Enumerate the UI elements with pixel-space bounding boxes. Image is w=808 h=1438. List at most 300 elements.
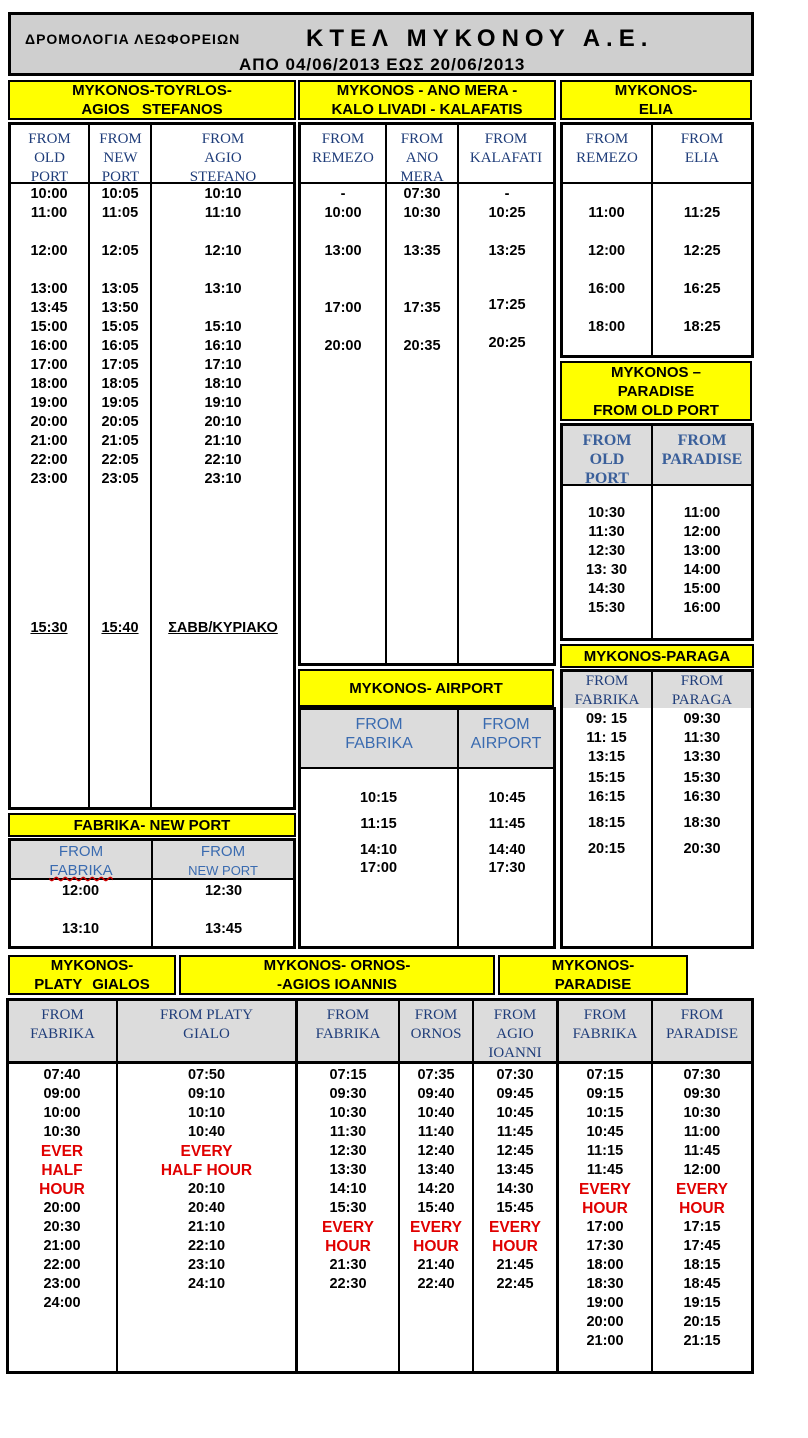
time-cell: 10:00 [43,1105,81,1121]
colhead-line: NEW PORT [188,863,258,878]
time-cell: EVER [40,1143,84,1160]
time-cell: 07:35 [417,1067,455,1083]
time-cell: 13:10 [61,921,100,937]
colhead-line: PORT [585,470,629,487]
time-cell: 10:30 [683,1105,721,1121]
time-cell: 10:45 [496,1105,534,1121]
time-cell: 07:30 [403,186,441,202]
colhead-line: PORT [101,169,140,185]
time-cell: 09: 15 [585,711,628,727]
time-cell: 10:00 [30,186,68,202]
time-cell: EVERY [180,1143,233,1160]
colhead-line: FABRIKA [49,862,113,879]
time-cell: 18:30 [683,815,721,831]
time-cell: 21:30 [329,1257,367,1273]
colhead-line: FROM [677,432,727,449]
time-cell: 17:25 [488,297,526,313]
colhead-line: MERA [400,169,444,185]
time-cell: 11:45 [586,1162,624,1178]
time-cell: HALF HOUR [160,1162,253,1179]
time-cell: 13:15 [587,749,626,765]
time-cell: 13:05 [101,281,139,297]
colhead-line: STEFANO [189,169,257,185]
time-cell: 07:15 [586,1067,624,1083]
time-cell: 15:45 [496,1200,534,1216]
colhead-anomera-remezo [301,125,385,182]
colhead-line: OLD [34,150,65,166]
time-cell: 18:15 [587,815,626,831]
title-line: MYKONOS-PARAGA [583,647,731,665]
colhead-line: REMEZO [312,150,374,166]
time-cell: 12:40 [417,1143,455,1159]
time-cell: 22:05 [101,452,139,468]
colhead-toyrlos-new [91,125,150,185]
time-cell: 09:30 [329,1086,367,1102]
time-cell: 18:00 [587,319,626,335]
route-title-platy [8,955,176,995]
colhead-anomera-kalafati [459,125,553,182]
title-line: MYKONOS - ANO MERA - [336,82,518,99]
time-cell: 11:15 [360,816,397,832]
colhead-line: FROM [680,131,724,147]
time-cell: 15:30 [683,770,721,786]
time-cell: 21:00 [586,1333,624,1349]
colhead-line: ANO [405,150,439,166]
time-cell: 17:45 [683,1238,721,1254]
time-cell: 24:00 [43,1295,81,1311]
time-cell: EVERY [579,1181,631,1198]
colhead-paradise-paradise [653,426,751,484]
time-cell: 09:30 [683,711,721,727]
time-cell: 18:25 [683,319,721,335]
time-cell: 19:00 [30,395,68,411]
time-cell: 14:40 [488,842,526,858]
time-cell: 11: 15 [586,730,627,746]
time-cell: 20:00 [43,1200,81,1216]
time-cell: 24:10 [187,1276,226,1292]
time-cell: 16:00 [683,600,721,616]
time-cell: 09:15 [586,1086,624,1102]
time-cell: 10:15 [586,1105,624,1121]
colhead-line: FROM [493,1007,537,1023]
colhead-line: FROM [28,131,71,147]
time-cell: 22:00 [43,1257,81,1273]
row-divider [300,767,554,769]
time-cell: 13:45 [30,300,68,316]
time-cell: HOUR [582,1200,628,1217]
time-cell: 13: 30 [585,562,628,578]
colhead-line: ORNOS [410,1026,462,1042]
colhead-elia-remezo [563,125,651,182]
title-line: FROM OLD PORT [593,401,719,419]
time-cell: 20:15 [587,841,626,857]
title-line: MYKONOS- [50,957,134,974]
colhead-line: FROM [400,131,444,147]
time-cell: 20:10 [187,1181,226,1197]
time-cell: 11:15 [586,1143,624,1159]
time-cell: 20:00 [324,338,362,354]
header-company: ΚΤΕΛ ΜΥΚΟΝΟΥ Α.Ε. [306,25,654,52]
time-cell: 15:00 [683,581,721,597]
colhead-newport-newport [153,841,293,878]
time-cell: 13:50 [101,300,139,316]
time-cell: 17:30 [586,1238,624,1254]
time-cell: 18:00 [586,1257,624,1273]
colhead-line: FROM [582,432,632,449]
time-cell: 10:40 [417,1105,455,1121]
colhead-line: FABRIKA [30,1026,95,1042]
colhead-line: OLD [589,451,625,468]
time-cell: 17:00 [586,1219,624,1235]
colhead-line: FROM [200,843,246,860]
time-cell: 15:00 [30,319,68,335]
time-cell: 09:45 [496,1086,534,1102]
colhead-line: FABRIKA [345,735,413,752]
colhead-line: PORT [30,169,69,185]
time-cell: 15:15 [587,770,626,786]
title-line: ELIA [638,101,674,118]
colhead-platy-fabrika [9,1001,116,1061]
colhead-ornos-ornos [400,1001,472,1061]
time-cell: 11:30 [683,730,721,746]
time-cell: 09:30 [683,1086,721,1102]
colhead-line: KALAFATI [469,150,543,166]
time-cell: 15:40 [417,1200,455,1216]
time-cell: 16:05 [101,338,139,354]
time-cell: 23:10 [204,471,242,487]
colhead-line: AGIO [496,1026,534,1042]
time-cell: 14:10 [329,1181,367,1197]
colhead-line: FROM [201,131,245,147]
time-cell: 21:10 [204,433,242,449]
time-cell: 16:25 [683,281,721,297]
time-cell: 10:10 [187,1105,226,1121]
title-line: MYKONOS- AIRPORT [349,679,503,697]
time-cell: 19:05 [101,395,139,411]
time-cell: 20:00 [30,414,68,430]
time-cell: 13:45 [204,921,243,937]
time-cell: 22:10 [187,1238,226,1254]
time-cell: 07:30 [683,1067,721,1083]
header-subtitle: ΔΡΟΜΟΛΟΓΙΑ ΛΕΩΦΟΡΕΙΩΝ [25,31,241,47]
time-cell: 21:00 [30,433,68,449]
time-cell: HOUR [679,1200,725,1217]
time-cell: 19:15 [683,1295,721,1311]
time-cell: 17:15 [683,1219,721,1235]
time-cell: 18:30 [586,1276,624,1292]
time-cell: 11:45 [496,1124,534,1140]
time-cell: 09:10 [187,1086,226,1102]
time-cell: 07:30 [496,1067,534,1083]
time-cell: 19:10 [204,395,242,411]
colhead-line: IOANNI [488,1045,542,1061]
route-title-airport [298,669,554,707]
time-cell: 10:30 [43,1124,81,1140]
colhead-line: FROM [414,1007,458,1023]
title-line: MYKONOS- [551,957,635,974]
colhead-ornos-fabrika [298,1001,398,1061]
time-cell: 20:40 [187,1200,226,1216]
time-cell: 17:10 [204,357,242,373]
time-cell: 21:00 [43,1238,81,1254]
time-cell: 11:30 [588,524,625,540]
colhead-line: FROM [321,131,365,147]
colhead-airport-airport [459,710,553,767]
time-cell: 11:00 [588,205,625,221]
time-cell: 10:45 [488,790,526,806]
colhead-line: FROM [99,131,142,147]
time-cell: 12:30 [204,883,243,899]
time-cell: 12:25 [683,243,721,259]
time-cell: 23:05 [101,471,139,487]
colhead-ornos-ioanni [474,1001,556,1061]
time-cell: EVERY [410,1219,462,1236]
time-cell: 22:45 [496,1276,534,1292]
time-cell: 12:00 [30,243,68,259]
title-line: PLATY GIALOS [34,976,150,993]
time-cell: 13:00 [324,243,362,259]
colhead-line: FROM PLATY [160,1007,253,1023]
colhead-line: ELIA [684,150,720,166]
time-cell: 21:10 [187,1219,226,1235]
title-line: PARADISE [617,382,695,400]
colhead-line: FROM [355,716,403,733]
time-cell: 11:00 [30,205,68,221]
time-cell: 14:30 [496,1181,534,1197]
time-cell: HOUR [413,1238,459,1255]
time-cell: 14:10 [359,842,398,858]
time-cell: 11:45 [683,1143,721,1159]
schedule-header [8,12,754,76]
time-cell: 16:10 [204,338,242,354]
title-line: MYKONOS-TOYRLOS- [72,82,232,99]
time-cell: EVERY [489,1219,541,1236]
time-cell: HALF [41,1162,83,1179]
time-cell: 18:15 [683,1257,721,1273]
time-cell: 20:10 [204,414,242,430]
colhead-line: FROM [680,1007,724,1023]
time-cell: 22:30 [329,1276,367,1292]
time-cell: 18:05 [101,376,139,392]
time-cell: 10:45 [586,1124,624,1140]
time-cell: 07:50 [187,1067,226,1083]
time-cell: 12:00 [61,883,100,899]
time-cell: 11:45 [488,816,526,832]
time-cell: 12:00 [683,524,721,540]
time-cell: 11:25 [683,205,721,221]
time-cell: 17:00 [324,300,362,316]
time-cell: 11:00 [683,1124,721,1140]
colhead-line: FROM [585,673,629,689]
time-cell: 22:00 [30,452,68,468]
time-cell: 10:40 [187,1124,226,1140]
time-cell: 11:05 [101,205,139,221]
time-cell: 19:00 [586,1295,624,1311]
time-cell: 20:00 [586,1314,624,1330]
time-cell: 16:00 [30,338,68,354]
time-cell: 15:30 [587,600,626,616]
route-title-paradise-oldport [560,361,752,421]
time-cell: 12:30 [587,543,626,559]
time-cell: 12:05 [101,243,139,259]
title-line: PARADISE [554,976,632,993]
time-cell: EVERY [322,1219,374,1236]
colhead-line: FROM [326,1007,370,1023]
time-cell: 20:35 [403,338,441,354]
weekend-time-old: 15:30 [30,620,68,636]
time-cell: 10:30 [587,505,626,521]
time-cell: 12:30 [329,1143,367,1159]
time-cell: 20:30 [43,1219,81,1235]
route-title-paraga [560,644,754,668]
colhead-line: FABRIKA [315,1026,381,1042]
colhead-line: FABRIKA [572,1026,638,1042]
time-cell: 09:40 [417,1086,455,1102]
colhead-line: PARAGA [671,692,733,708]
row-divider [8,1061,752,1064]
row-divider [562,182,752,184]
title-line: MYKONOS- [614,82,698,99]
colhead-line: FROM [484,131,528,147]
colhead-line: FROM [585,131,629,147]
time-cell: - [504,186,510,202]
time-cell: 16:15 [587,789,626,805]
time-cell: 11:40 [417,1124,455,1140]
colhead-line: NEW [103,150,138,166]
time-cell: 14:00 [683,562,721,578]
time-cell: 18:10 [204,376,242,392]
time-cell: 20:15 [683,1314,721,1330]
time-cell: 11:30 [329,1124,367,1140]
time-cell: 20:05 [101,414,139,430]
time-cell: 13:30 [683,749,721,765]
title-line: FABRIKA- NEW PORT [73,816,231,834]
time-cell: 12:10 [204,243,242,259]
time-cell: 09:00 [43,1086,81,1102]
time-cell: 20:30 [683,841,721,857]
time-cell: HOUR [492,1238,538,1255]
time-cell: 15:05 [101,319,139,335]
time-cell: 10:10 [204,186,242,202]
time-cell: 13:30 [329,1162,367,1178]
time-cell: 17:00 [30,357,68,373]
time-cell: 23:00 [43,1276,81,1292]
time-cell: 23:10 [187,1257,226,1273]
time-cell: 14:30 [587,581,626,597]
colhead-airport-fabrika [301,710,457,767]
time-cell: 13:35 [403,243,441,259]
route-title-elia [560,80,752,120]
time-cell: 10:15 [359,790,398,806]
time-cell: HOUR [325,1238,371,1255]
time-cell: 13:45 [496,1162,534,1178]
time-cell: 12:00 [587,243,626,259]
title-line: MYKONOS – [610,363,701,381]
time-cell: 17:30 [488,860,526,876]
route-title-newport [8,813,296,837]
route-title-anomera [298,80,556,120]
colhead-line: FROM [58,843,104,860]
time-cell: EVERY [676,1181,728,1198]
colhead-line: AIRPORT [470,735,542,752]
colhead-paraga-fabrika [563,672,651,708]
route-title-paradise [498,955,688,995]
time-cell: 18:00 [30,376,68,392]
colhead-paradise-fabrika [559,1001,651,1061]
colhead-newport-fabrika [11,841,151,878]
time-cell: 15:10 [204,319,242,335]
colhead-paradise-old [563,426,651,487]
time-cell: 21:05 [101,433,139,449]
weekend-time-new: 15:40 [101,620,139,636]
colhead-toyrlos-agio [153,125,293,185]
time-cell: 12:45 [496,1143,534,1159]
time-cell: HOUR [39,1181,85,1198]
route-title-toyrlos [8,80,296,120]
time-cell: 13:10 [204,281,242,297]
time-cell: 07:40 [43,1067,81,1083]
colhead-paraga-paraga [653,672,751,708]
time-cell: 16:30 [683,789,721,805]
time-cell: 22:40 [417,1276,455,1292]
time-cell: 11:00 [683,505,721,521]
colhead-line: FABRIKA [574,692,640,708]
time-cell: 17:05 [101,357,139,373]
time-cell: 10:25 [488,205,526,221]
colhead-elia-elia [653,125,751,182]
colhead-line: GIALO [183,1026,230,1042]
time-cell: 15:30 [329,1200,367,1216]
route-title-ornos [179,955,495,995]
time-cell: 23:00 [30,471,68,487]
colhead-paradise-paradise2 [653,1001,751,1061]
time-cell: 21:45 [496,1257,534,1273]
time-cell: 10:05 [101,186,139,202]
time-cell: 21:40 [417,1257,455,1273]
colhead-line: FROM [482,716,530,733]
header-dates: ΑΠΟ 04/06/2013 ΕΩΣ 20/06/2013 [239,55,526,74]
colhead-line: PARADISE [666,1026,738,1042]
colhead-anomera-mera [387,125,457,185]
time-cell: 14:20 [417,1181,455,1197]
time-cell: 07:15 [329,1067,367,1083]
colhead-platy-platy [118,1001,295,1061]
title-line: KALO LIVADI - KALAFATIS [331,101,523,118]
colhead-line: FROM [680,673,724,689]
time-cell: 10:30 [403,205,441,221]
time-cell: 13:40 [417,1162,455,1178]
time-cell: 22:10 [204,452,242,468]
colhead-line: FROM [583,1007,627,1023]
colhead-line: FROM [41,1007,84,1023]
time-cell: 21:15 [683,1333,721,1349]
time-cell: 20:25 [488,335,526,351]
time-cell: 10:00 [324,205,362,221]
title-line: MYKONOS- ORNOS- [263,957,411,974]
time-cell: 11:10 [204,205,242,221]
time-cell: 17:35 [403,300,441,316]
colhead-toyrlos-old [11,125,88,185]
title-line: AGIOS STEFANOS [81,101,223,118]
time-cell: 17:00 [359,860,398,876]
colhead-line: PARADISE [661,451,743,468]
time-cell: 13:00 [683,543,721,559]
time-cell: 18:45 [683,1276,721,1292]
colhead-line: REMEZO [576,150,638,166]
time-cell: 13:00 [30,281,68,297]
time-cell: 16:00 [587,281,626,297]
title-line: -AGIOS IOANNIS [276,976,397,993]
